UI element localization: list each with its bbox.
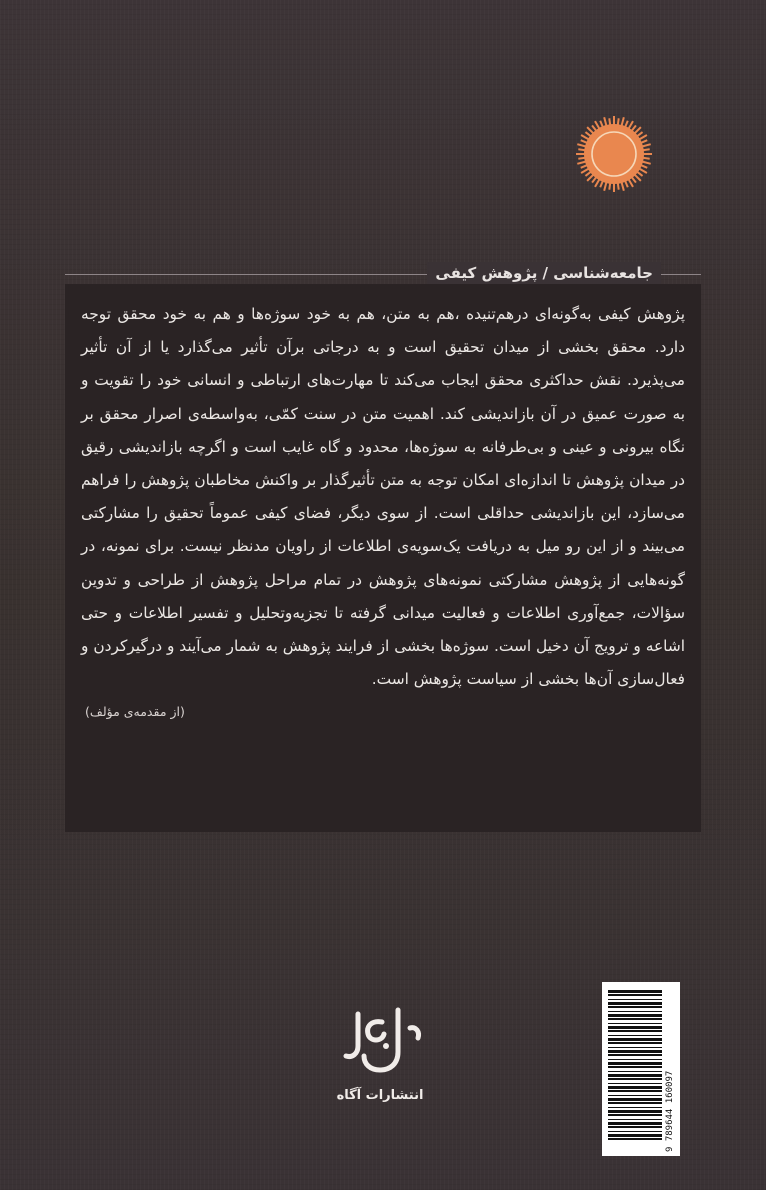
publisher-name: انتشارات آگاه [336, 1088, 424, 1103]
isbn-barcode [602, 982, 680, 1156]
category-label: جامعه‌شناسی / پژوهش کیفی [427, 262, 661, 284]
blurb-text: پژوهش کیفی به‌گونه‌ای درهم‌تنیده ،هم به متن، هم به خود سوژه‌ها و هم به خود محقق توجه دارد. محقق بخشی از میدان تحقیق است و به درجاتی برآن تأثیر می‌گذارد یا از آن تأثیر می‌پذیرد. نقش حداکثری محقق ایجاب می‌کند تا مهارت‌های ارتباطی و انسانی خود را تقویت و به صورت عمیق در آن بازاندیشی کند. اهمیت متن در سنت کمّی، به‌واسطه‌ی اصرار محقق بر نگاه بیرونی و عینی و بی‌طرفانه به سوژه‌ها، محدود و گاه غایب است و اگرچه بازاندیشی رقیق در میدان پژوهش تا اندازه‌ای امکان توجه به متن تأثیرگذار بر واکنش مخاطبان پژوهش را فراهم می‌سازد، این بازاندیشی حداقلی است. از سوی دیگر، فضای کیفی عموماً تحقیق را مشارکتی می‌بیند و از این رو میل به دریافت یک‌سویه‌ی اطلاعات از راویان مدنظر نیست. برای نمونه، در گونه‌هایی از پژوهش مشارکتی نمونه‌های پژوهش در تمام مراحل پژوهش از طراحی و تدوین سؤالات، جمع‌آوری اطلاعات و فعالیت میدانی گرفته تا تجزیه‌وتحلیل و تفسیر اطلاعات و حتی اشاعه و ترویج آن دخیل است. سوژه‌ها بخشی از فرایند پژوهش به شمار می‌آیند و درگیرکردن و فعال‌سازی آن‌ها بخشی از سیاست پژوهش است. [81, 305, 685, 689]
blurb-attribution: (از مقدمه‌ی مؤلف) [85, 704, 185, 720]
blurb-panel [65, 284, 701, 832]
sun-emblem-icon [574, 114, 654, 194]
barcode-digits: 9 789644 160097 [665, 1070, 675, 1152]
category-bar [65, 262, 701, 284]
publisher-calligraphy-logo-icon [324, 1002, 436, 1082]
